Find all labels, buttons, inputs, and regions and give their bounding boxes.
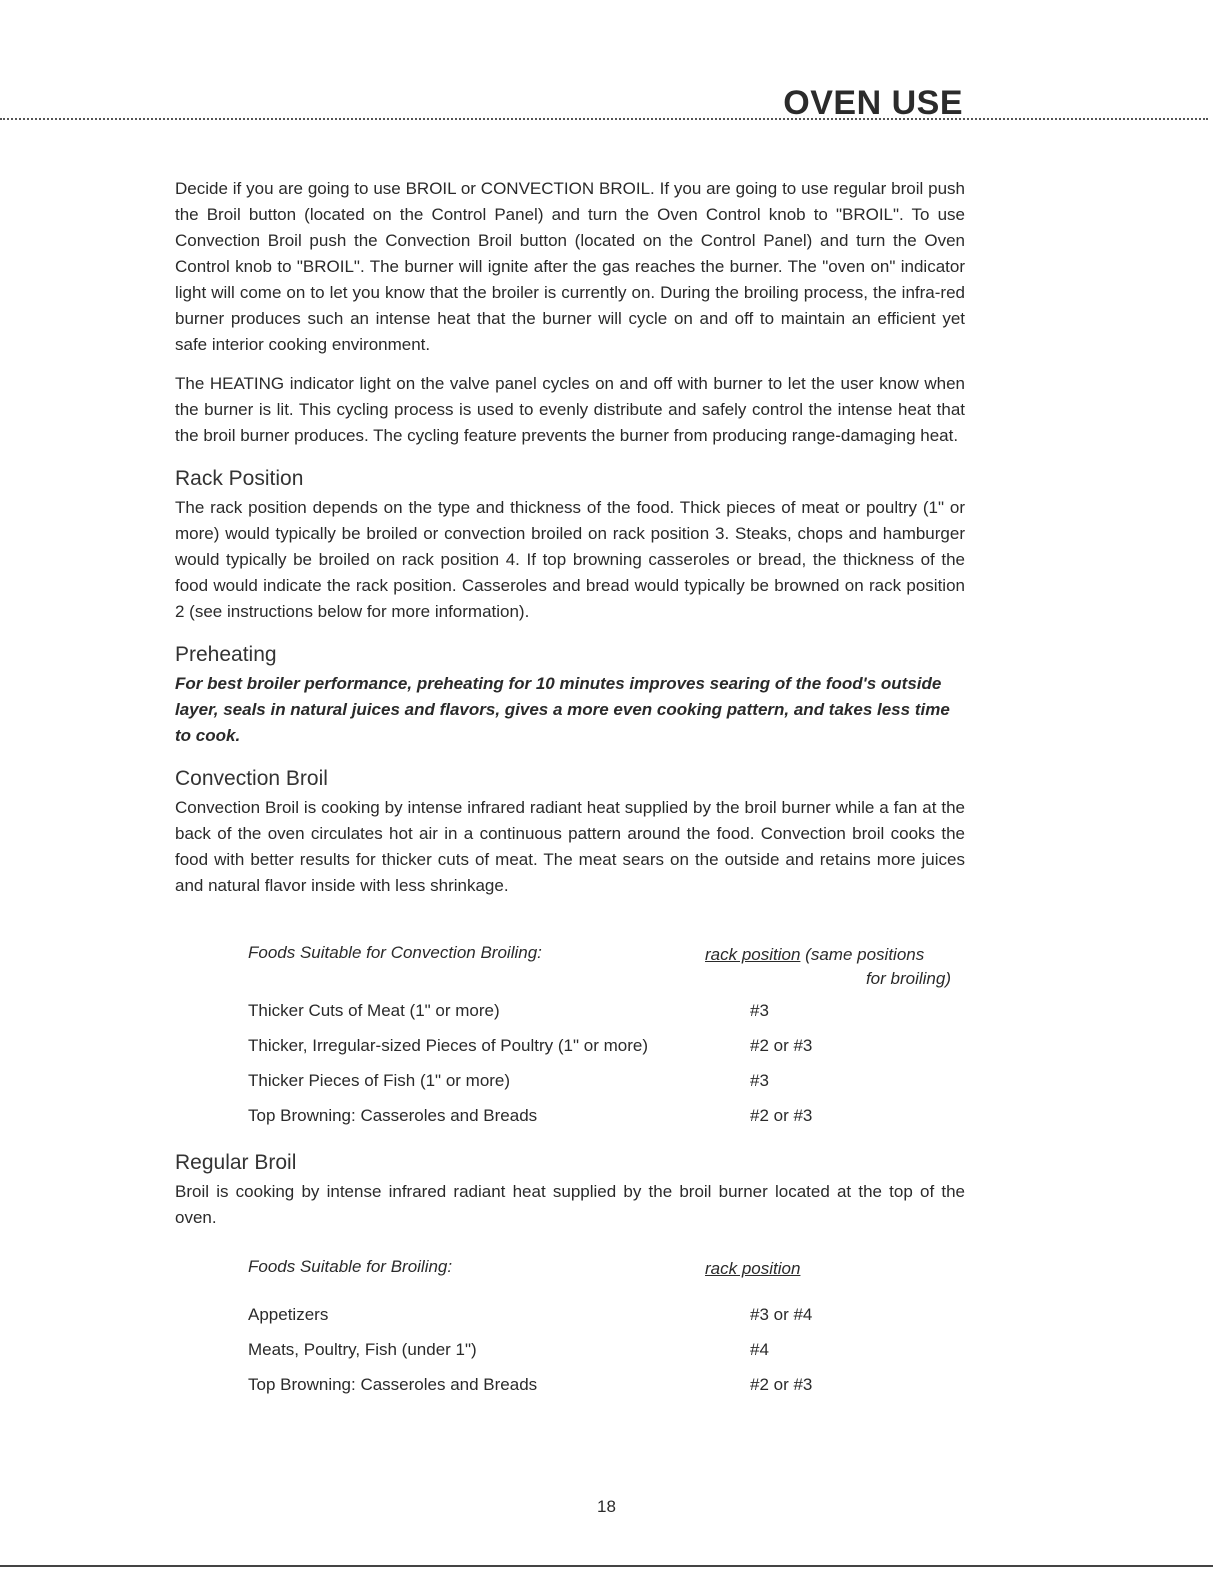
position-cell: #3 xyxy=(750,1001,769,1020)
for-broiling-note: for broiling) xyxy=(865,969,951,988)
position-cell: #2 or #3 xyxy=(750,1106,813,1125)
regular-broil-heading: Regular Broil xyxy=(175,1151,297,1174)
regular-broil-table xyxy=(248,1257,965,1402)
food-cell: Thicker Pieces of Fish (1" or more) xyxy=(248,1071,511,1090)
rack-position-column-header xyxy=(705,1257,965,1295)
table-row xyxy=(248,1332,965,1367)
table-row xyxy=(248,993,965,1028)
convection-broil-heading: Convection Broil xyxy=(175,767,328,790)
table-header xyxy=(248,1257,965,1295)
intro-paragraph-2: The HEATING indicator light on the valve panel cycles on and off with burner to let the user know when the burner is lit. This cycling process is used to evenly distribute and safely control the intense heat that the broil burner produces. The cycling feature prevents the burner from producing range-damaging heat. xyxy=(175,374,965,445)
table-row xyxy=(248,1098,965,1133)
table-row xyxy=(248,1063,965,1098)
convection-broil-paragraph: Convection Broil is cooking by intense infrared radiant heat supplied by the broil burner while a fan at the back of the oven circulates hot air in a continuous pattern around the food. Convection broil cooks the food with better results for thicker cuts of meat. The meat sears on the outside and retains more juices and natural flavor inside with less shrinkage. xyxy=(175,798,965,895)
rack-position-heading: Rack Position xyxy=(175,467,304,490)
preheating-heading: Preheating xyxy=(175,643,277,666)
food-cell: Thicker, Irregular-sized Pieces of Poultry (1" or more) xyxy=(248,1036,648,1055)
page-content xyxy=(175,176,965,1402)
page-title: OVEN USE xyxy=(783,84,963,122)
table-header xyxy=(248,943,965,993)
foods-column-header: Foods Suitable for Broiling: xyxy=(248,1257,453,1276)
food-cell: Meats, Poultry, Fish (under 1") xyxy=(248,1340,477,1359)
table-row xyxy=(248,1028,965,1063)
food-cell: Appetizers xyxy=(248,1305,329,1324)
foods-column-header: Foods Suitable for Convection Broiling: xyxy=(248,943,542,962)
position-cell: #3 xyxy=(750,1071,769,1090)
food-cell: Thicker Cuts of Meat (1" or more) xyxy=(248,1001,500,1020)
preheating-paragraph: For best broiler performance, preheating for 10 minutes improves searing of the food's outside layer, seals in natural juices and flavors, gives a more even cooking pattern, and takes less time to cook. xyxy=(175,674,950,745)
position-cell: #2 or #3 xyxy=(750,1375,813,1394)
rack-position-column-header xyxy=(705,943,965,993)
rack-position-label: rack position xyxy=(705,1259,801,1278)
position-cell: #2 or #3 xyxy=(750,1036,813,1055)
table-row xyxy=(248,1297,965,1332)
page-number: 18 xyxy=(597,1497,616,1516)
header-divider xyxy=(0,118,1208,120)
food-cell: Top Browning: Casseroles and Breads xyxy=(248,1375,538,1394)
footer-divider xyxy=(0,1565,1213,1567)
rack-position-label: rack position xyxy=(705,945,801,964)
same-positions-note: (same positions xyxy=(805,945,925,964)
intro-paragraph-1: Decide if you are going to use BROIL or CONVECTION BROIL. If you are going to use regular broil push the Broil button (located on the Control Panel) and turn the Oven Control knob to "BROIL". To use Convection Broil push the Convection Broil button (located on the Control Panel) and turn the Oven Control knob to "BROIL". The burner will ignite after the gas reaches the burner. The "oven on" indicator light will come on to let you know that the broiler is currently on. During the broiling process, the infra-red burner produces such an intense heat that the burner will cycle on and off to maintain an efficient yet safe interior cooking environment. xyxy=(175,179,965,354)
regular-broil-paragraph: Broil is cooking by intense infrared radiant heat supplied by the broil burner located at the top of the oven. xyxy=(175,1182,965,1227)
position-cell: #4 xyxy=(750,1340,769,1359)
table-row xyxy=(248,1367,965,1402)
position-cell: #3 or #4 xyxy=(750,1305,813,1324)
food-cell: Top Browning: Casseroles and Breads xyxy=(248,1106,538,1125)
convection-broil-table xyxy=(248,943,965,1133)
rack-position-paragraph: The rack position depends on the type and thickness of the food. Thick pieces of meat or poultry (1" or more) would typically be broiled or convection broiled on rack position 3. Steaks, chops and hamburger would typically be broiled on rack position 4. If top browning casseroles or bread, the thickness of the food would indicate the rack position. Casseroles and bread would typically be browned on rack position 2 (see instructions below for more information). xyxy=(175,498,965,621)
